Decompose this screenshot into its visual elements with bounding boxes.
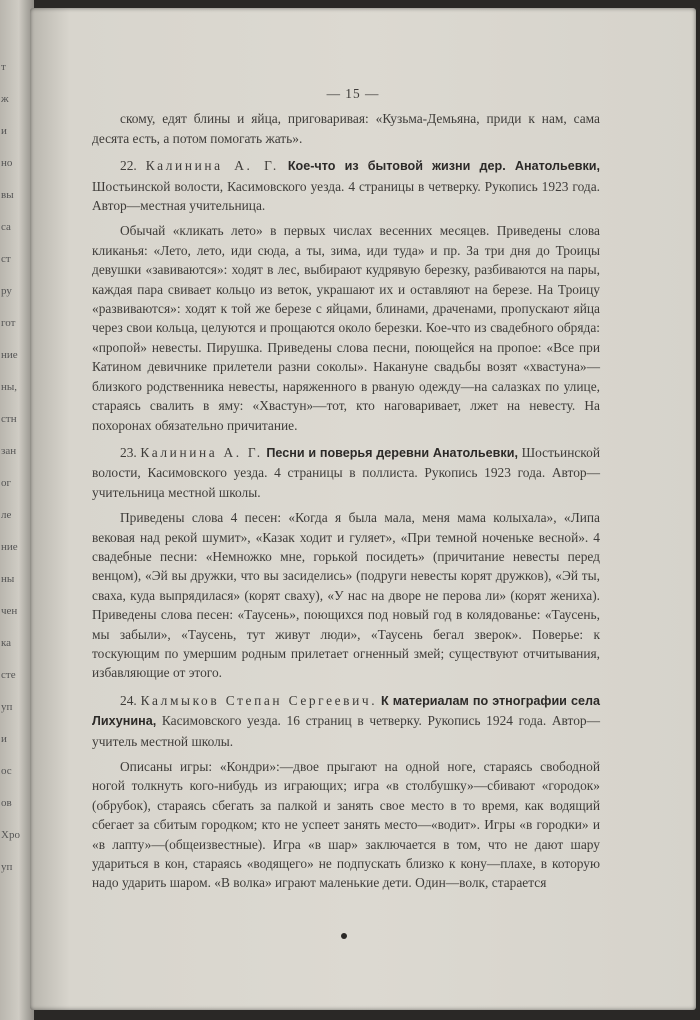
left-page-fragment: ле [1, 509, 12, 521]
entry-heading [92, 691, 600, 751]
entry-body: Описаны игры: «Кондри»:—двое прыгают на одной ноге, стараясь свободной ногой толкнуть кого-нибудь из играющих; игра «в столбушку»—сбивают «городок» (обрубок), стараясь сбегать за палкой и занять свое место в то время, как водящий сбегает за сбитым городком; кто не успеет занять место—«водит». Игры «в городки» и «в лапту»—(общеизвестные). Игра «в шар» заключается в том, что не дают шару удариться в кон, стараясь «водящего» не подпускать близко к кону—плахе, в которую надо ударить шаром. «В волка» играют маленькие дети. Один—волк, старается [92, 759, 600, 891]
left-page-fragment: гот [1, 317, 16, 329]
left-page-fragment: стн [1, 413, 17, 425]
left-page-fragment: ос [1, 765, 12, 777]
entry-number: 22. [120, 158, 137, 174]
entry-body: Приведены слова 4 песен: «Когда я была мала, меня мама колыхала», «Липа вековая над рекой шумит», «Казак ходит и гуляет», «При темной ноченьке весной». 4 свадебные песни: «Немножко мне, горькой посидеть» (причитание невесты перед венцом), «Эй вы дружки, что вы засиделись» (подруги невесты корят дружков), «Эй ты, сваха, куда выпрядилася» (корят сваху), «У нас на дворе не перова ли» (корят жениха). Приведены слова песен: «Таусень», поющихся под новый год в колядованье: «Таусень, мы забыли», «Таусень, тут живут люди», «Таусень бегал зверок». Поверье: к тоскующим по умершим родным прилетает огненный змей; существуют отчитывания, избавляющие от этого. [92, 510, 600, 681]
page-content [92, 84, 600, 893]
left-page-fragment: ние [1, 349, 18, 361]
book-page [30, 8, 696, 1010]
left-page-fragment: ов [1, 797, 12, 809]
left-page-fragment: ние [1, 541, 18, 553]
entry-number: 24. [120, 692, 137, 708]
entry-24 [92, 691, 600, 893]
left-page-fragment: чен [1, 605, 18, 617]
left-page-fragment: Хро [1, 829, 20, 841]
left-page-fragment: ст [1, 253, 11, 265]
entry-body: Обычай «кликать лето» в первых числах весенних месяцев. Приведены слова кликанья: «Лето, лето, иди сюда, а ты, зима, иди туда» и пр. За три дня до Троицы девушки «завиваются»: ходят в лес, выбирают кудрявую березку, разбиваются на пары, каждая пара свивает кольцо из веток, украшают их и оставляют на березе. На Троицу «развиваются»: ходят к той же березе с яйцами, блинами, драченами, пропускают яйца через свои кольца, целуются и прощаются около березки. Кое-что из свадебного обряда: «пропой» невесты. Пирушка. Приведены слова песни, поющейся на пропое: «Все при Катином девичнике прилетели разни соколы». Накануне свадьбы возят «хвастуна»—близкого родственника невесты, наряженного в рваную одежду—на салазках по улице, стараясь свалить в яму: «Хвастун»—тот, кто наговаривает, лжет на невесту. На похоронах обязательно причитание. [92, 223, 600, 433]
entry-author: Калинина А. Г. [140, 444, 263, 460]
entry-details: Касимовского уезда. 16 страниц в четверку. Рукопись 1924 года. Автор—учитель местной школы. [92, 713, 600, 749]
left-page-fragment: вы [1, 189, 14, 201]
left-page-fragment: ог [1, 477, 12, 489]
left-page-fragment: но [1, 157, 13, 169]
left-page-fragment: сте [1, 669, 16, 681]
left-page-fragment: и [1, 125, 7, 137]
page-number: — 15 — [326, 86, 380, 101]
left-page-fragment: ны [1, 573, 15, 585]
intro-paragraph: скому, едят блины и яйца, приговаривая: «Кузьма-Демьяна, приди к нам, сама десята есть, а потом помогать жать». [92, 111, 600, 146]
entry-title: Песни и поверья деревни Анатольевки, [266, 445, 518, 460]
entry-22 [92, 156, 600, 435]
entry-heading [92, 156, 600, 215]
entry-heading [92, 443, 600, 502]
left-page-edge [0, 0, 34, 1020]
entry-number: 23. [120, 444, 137, 460]
entry-author: Калмыков Степан Сергеевич. [140, 692, 378, 708]
left-page-fragment: и [1, 733, 7, 745]
left-page-fragment: ка [1, 637, 12, 649]
entry-23 [92, 443, 600, 683]
entry-title: Кое-что из бытовой жизни дер. Анатольевки, [287, 159, 600, 174]
left-page-fragment: уп [1, 861, 13, 873]
left-page-fragment: т [1, 61, 6, 73]
entry-title: К материалам по этнографии села Лихунина, [92, 693, 600, 729]
left-page-fragment: ж [1, 93, 9, 105]
page-mark-dot [341, 933, 347, 939]
entry-details: Шостьинской волости, Касимовского уезда. 4 страницы в поллиста. Рукопись 1923 года. Автор—учительница местной школы. [92, 444, 600, 500]
entry-author: Калинина А. Г. [145, 158, 279, 174]
entry-details: Шостьинской волости, Касимовского уезда. 4 страницы в четверку. Рукопись 1923 года. Автор—местная учительница. [92, 178, 600, 214]
left-page-fragment: ру [1, 285, 12, 297]
left-page-fragment: зан [1, 445, 17, 457]
left-page-fragment: уп [1, 701, 13, 713]
left-page-fragment: са [1, 221, 11, 233]
left-page-fragment: ны, [1, 381, 18, 393]
